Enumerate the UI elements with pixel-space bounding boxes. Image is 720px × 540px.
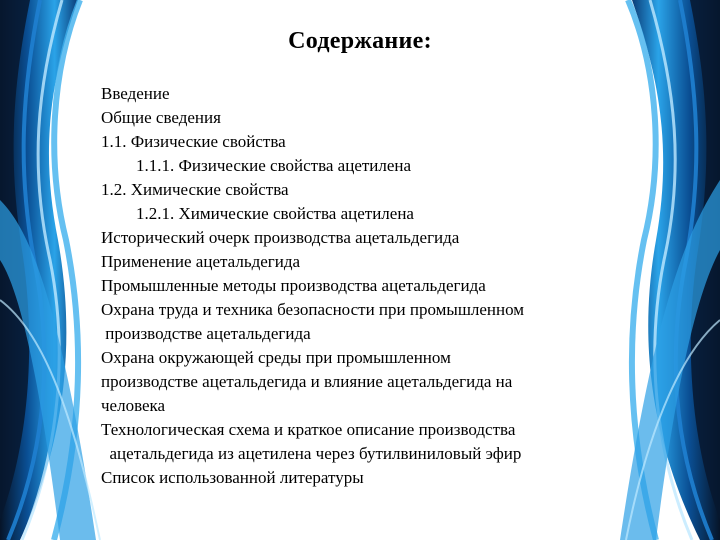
toc-item: Охрана труда и техника безопасности при промышленном bbox=[101, 300, 525, 319]
toc-item-continuation: человека bbox=[101, 396, 166, 415]
toc-item: Промышленные методы производства ацетальдегида bbox=[101, 276, 486, 295]
slide-title: Содержание: bbox=[288, 28, 432, 54]
toc-item: 1.2. Химические свойства bbox=[101, 180, 289, 199]
toc-item: 1.1. Физические свойства bbox=[101, 132, 286, 151]
toc-subitem: 1.2.1. Химические свойства ацетилена bbox=[136, 204, 414, 223]
toc-item: Технологическая схема и краткое описание производства bbox=[101, 420, 516, 439]
toc-item-continuation: производстве ацетальдегида и влияние ацетальдегида на bbox=[101, 372, 513, 391]
right-wave-group bbox=[620, 0, 720, 540]
table-of-contents bbox=[101, 82, 611, 490]
toc-item-continuation: ацетальдегида из ацетилена через бутилвиниловый эфир bbox=[101, 444, 522, 463]
toc-item: Введение bbox=[101, 84, 170, 103]
toc-item: Общие сведения bbox=[101, 108, 221, 127]
left-wave-group bbox=[0, 0, 100, 540]
toc-item: Применение ацетальдегида bbox=[101, 252, 301, 271]
toc-item: Список использованной литературы bbox=[101, 468, 364, 487]
toc-item: Исторический очерк производства ацетальдегида bbox=[101, 228, 460, 247]
toc-item-continuation: производстве ацетальдегида bbox=[101, 324, 311, 343]
toc-item: Охрана окружающей среды при промышленном bbox=[101, 348, 451, 367]
toc-subitem: 1.1.1. Физические свойства ацетилена bbox=[136, 156, 412, 175]
